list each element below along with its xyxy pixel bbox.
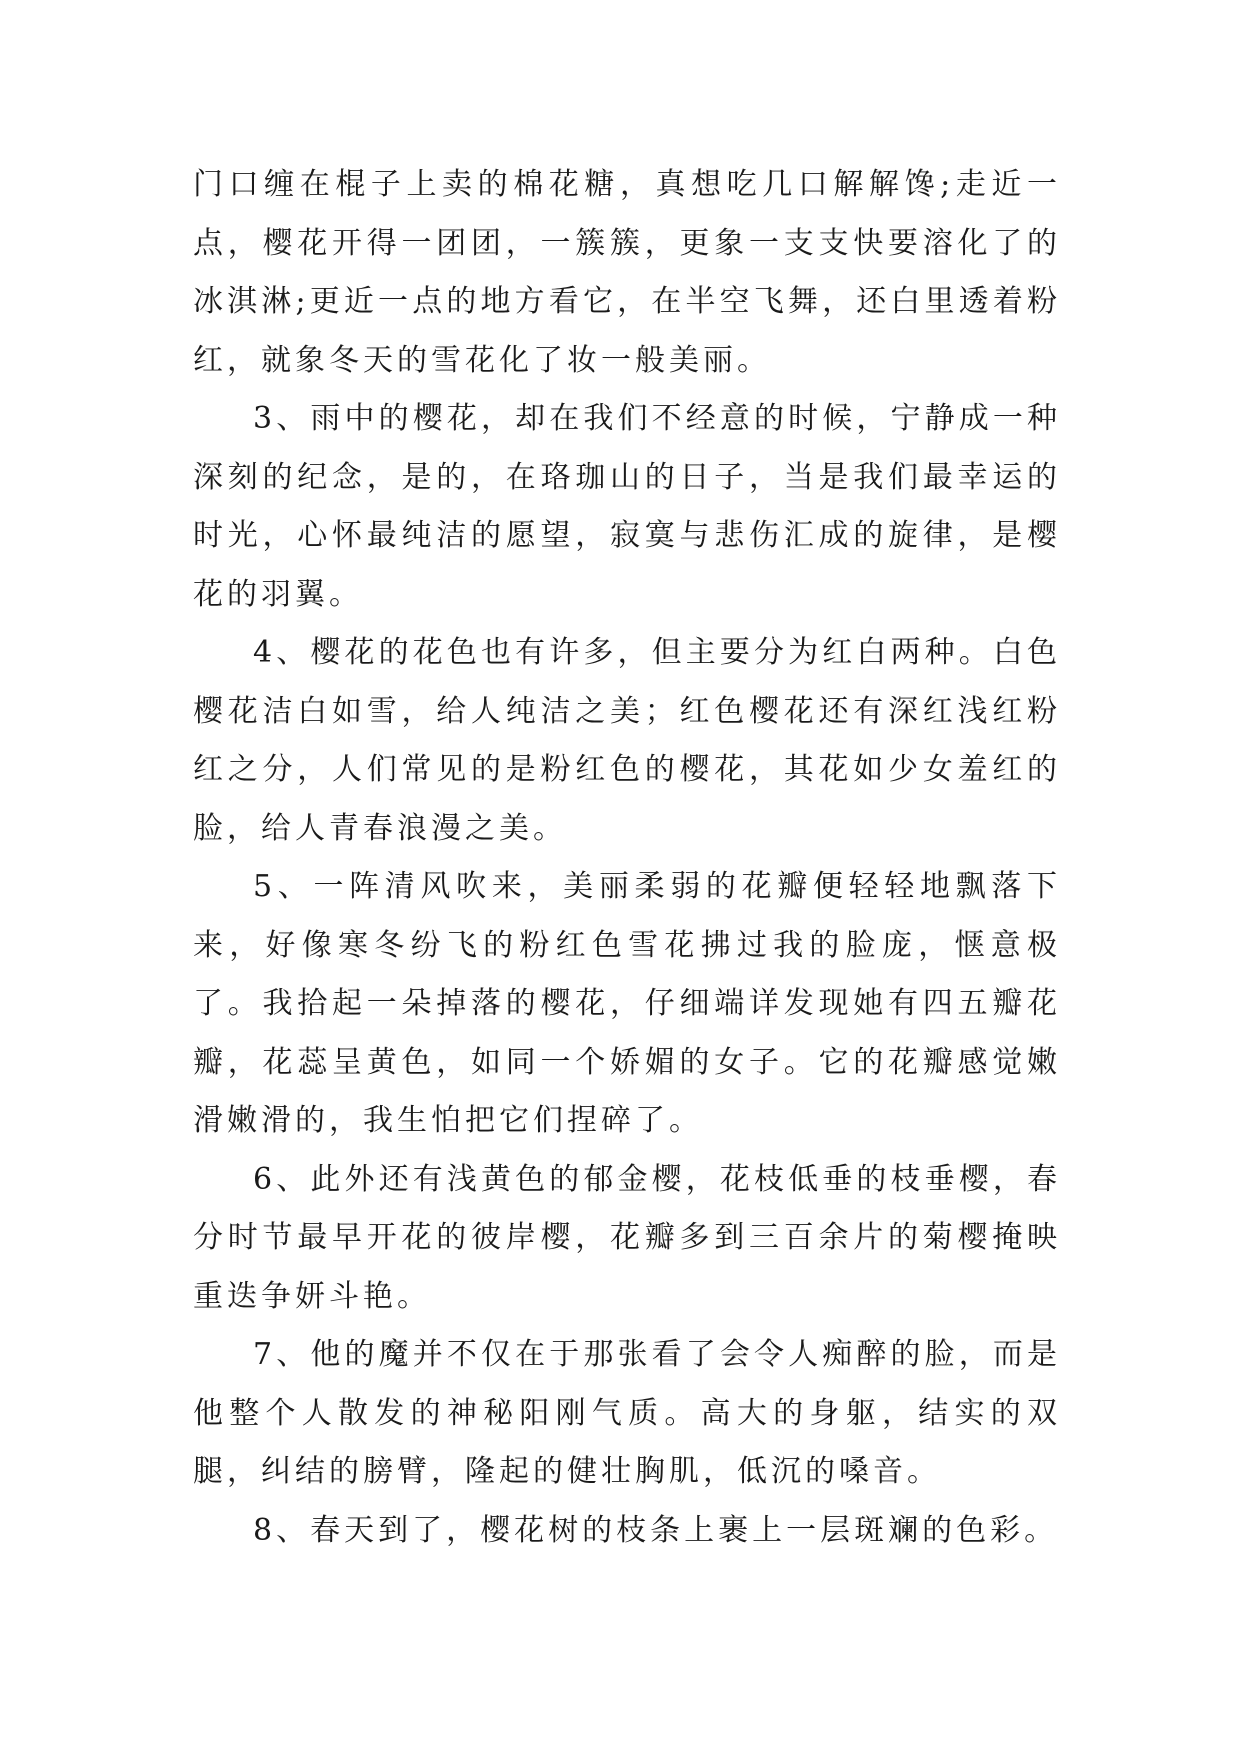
paragraph-continued: 门口缠在棍子上卖的棉花糖，真想吃几口解解馋;走近一点，樱花开得一团团，一簇簇，更象一支支快要溶化了的冰淇淋;更近一点的地方看它，在半空飞舞，还白里透着粉红，就象冬天的雪花化了妆一般美丽。	[193, 167, 1061, 378]
document-page	[193, 156, 1061, 1560]
paragraph-3: 3、雨中的樱花，却在我们不经意的时候，宁静成一种深刻的纪念，是的，在珞珈山的日子，当是我们最幸运的时光，心怀最纯洁的愿望，寂寞与悲伤汇成的旋律，是樱花的羽翼。	[193, 401, 1061, 612]
paragraph-6: 6、此外还有浅黄色的郁金樱，花枝低垂的枝垂樱，春分时节最早开花的彼岸樱，花瓣多到三百余片的菊樱掩映重迭争妍斗艳。	[193, 1161, 1061, 1314]
paragraph-8: 8、春天到了，樱花树的枝条上裹上一层斑斓的色彩。	[253, 1512, 1059, 1548]
paragraph-5: 5、一阵清风吹来，美丽柔弱的花瓣便轻轻地飘落下来，好像寒冬纷飞的粉红色雪花拂过我的脸庞，惬意极了。我拾起一朵掉落的樱花，仔细端详发现她有四五瓣花瓣，花蕊呈黄色，如同一个娇媚的女子。它的花瓣感觉嫩滑嫩滑的，我生怕把它们捏碎了。	[193, 869, 1061, 1138]
paragraph-4: 4、樱花的花色也有许多，但主要分为红白两种。白色樱花洁白如雪，给人纯洁之美；红色樱花还有深红浅红粉红之分，人们常见的是粉红色的樱花，其花如少女羞红的脸，给人青春浪漫之美。	[193, 635, 1061, 846]
paragraph-7: 7、他的魔并不仅在于那张看了会令人痴醉的脸，而是他整个人散发的神秘阳刚气质。高大的身躯，结实的双腿，纠结的膀臂，隆起的健壮胸肌，低沉的嗓音。	[193, 1337, 1061, 1489]
